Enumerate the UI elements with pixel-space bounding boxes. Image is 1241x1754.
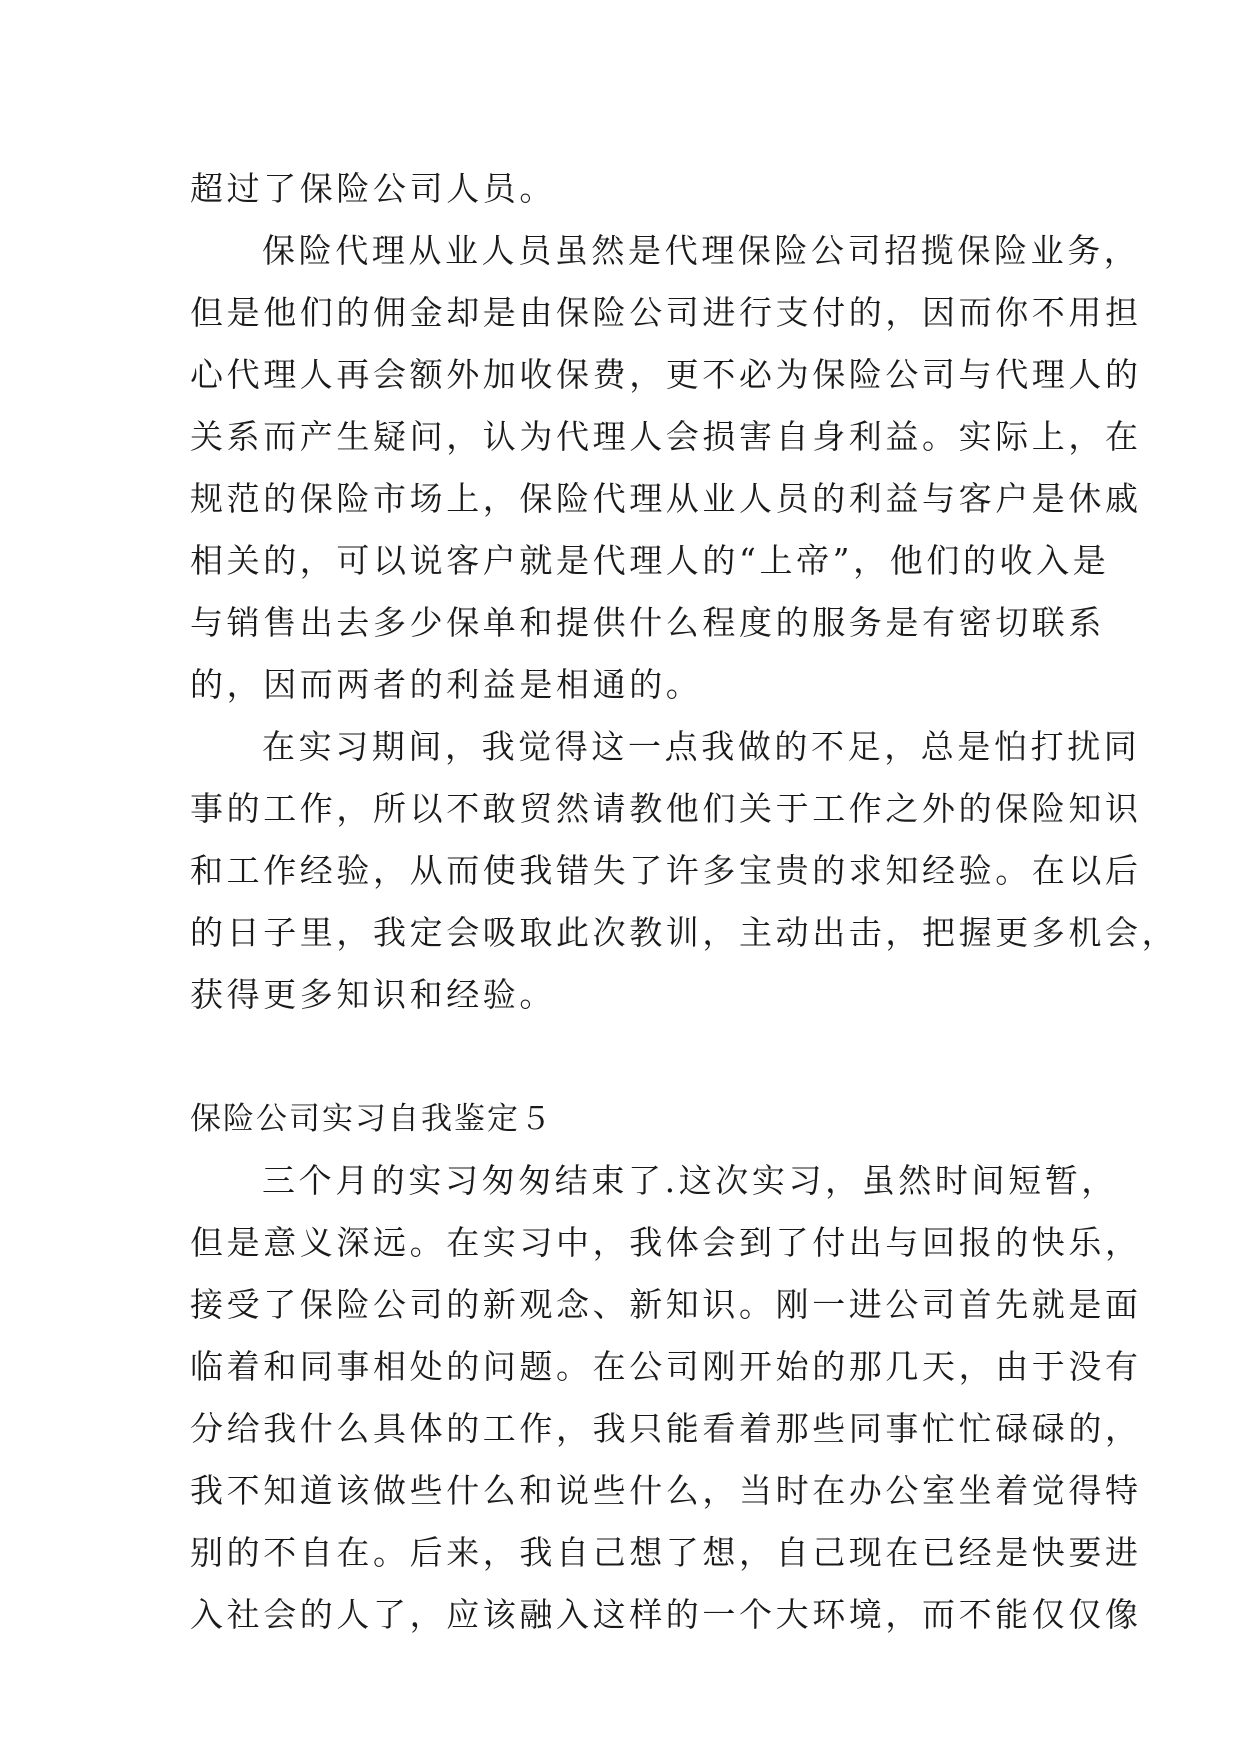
paragraph-line: 的，因而两者的利益是相通的。 [190,665,703,704]
continuation-line: 超过了保险公司人员。 [190,169,556,208]
paragraph-line: 入社会的人了，应该融入这样的一个大环境，而不能仅仅像 [190,1595,1142,1634]
paragraph-line: 与销售出去多少保单和提供什么程度的服务是有密切联系 [190,603,1105,642]
paragraph-line: 和工作经验，从而使我错失了许多宝贵的求知经验。在以后 [190,851,1142,890]
paragraph-line: 获得更多知识和经验。 [190,975,556,1014]
paragraph-line: 的日子里，我定会吸取此次教训，主动出击，把握更多机会， [190,913,1179,952]
paragraph-line: 临着和同事相处的问题。在公司刚开始的那几天，由于没有 [190,1347,1142,1386]
document-body [190,158,1179,1646]
paragraph-line: 但是他们的佣金却是由保险公司进行支付的，因而你不用担 [190,293,1142,332]
paragraph-three-months [190,1150,1142,1646]
paragraph-line: 别的不自在。后来，我自己想了想，自己现在已经是快要进 [190,1533,1142,1572]
paragraph-internship-reflection [190,716,1179,1026]
paragraph-line: 保险代理从业人员虽然是代理保险公司招揽保险业务， [262,231,1141,270]
section-heading: 保险公司实习自我鉴定５ [190,1101,553,1137]
paragraph-line: 在实习期间，我觉得这一点我做的不足，总是怕打扰同 [262,727,1141,766]
paragraph-line: 相关的，可以说客户就是代理人的“上帝”，他们的收入是 [190,541,1110,580]
paragraph-line: 分给我什么具体的工作，我只能看着那些同事忙忙碌碌的， [190,1409,1142,1448]
paragraph-line: 心代理人再会额外加收保费，更不必为保险公司与代理人的 [190,355,1142,394]
paragraph-line: 我不知道该做些什么和说些什么，当时在办公室坐着觉得特 [190,1471,1142,1510]
section-gap [190,1026,1050,1088]
paragraph-line: 事的工作，所以不敢贸然请教他们关于工作之外的保险知识 [190,789,1142,828]
paragraph-insurance-agents [190,220,1142,716]
paragraph-line: 接受了保险公司的新观念、新知识。刚一进公司首先就是面 [190,1285,1142,1324]
paragraph-line: 三个月的实习匆匆结束了.这次实习，虽然时间短暂， [262,1161,1118,1200]
paragraph-line: 但是意义深远。在实习中，我体会到了付出与回报的快乐， [190,1223,1142,1262]
paragraph-line: 规范的保险市场上，保险代理从业人员的利益与客户是休戚 [190,479,1142,518]
paragraph-line: 关系而产生疑问，认为代理人会损害自身利益。实际上，在 [190,417,1142,456]
